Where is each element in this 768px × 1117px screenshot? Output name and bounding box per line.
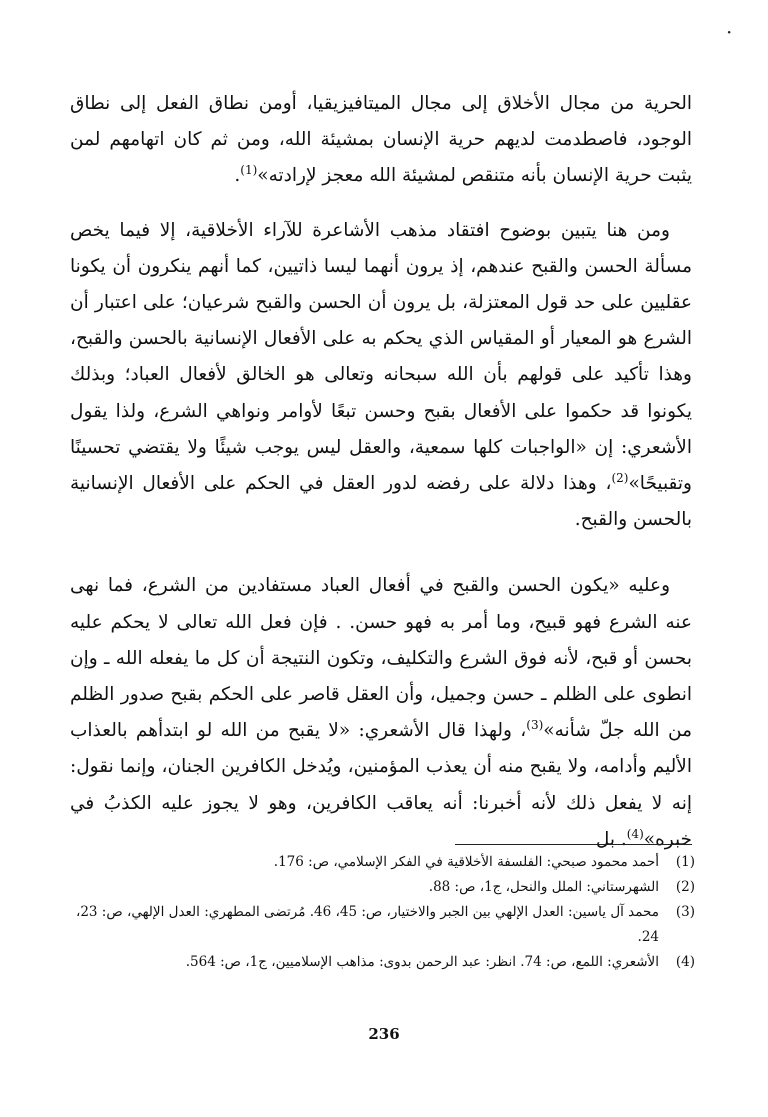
- footnote-4: [70, 950, 695, 975]
- paragraph-tail: ، ولهذا قال الأشعري: «لا يقبح من الله لو ابتدأهم بالعذاب الأليم وأدامه، ولا يقبح منه أن يعذب المؤمنين، ويُدخل الكافرين الجنان، وإنما نقول: إنه لا يفعل ذلك لأنه أخبرنا: أنه يعاقب الكافرين، وهو لا يجوز عليه الكذبُ في خبره»: [70, 720, 692, 850]
- paragraph-tail: ، وهذا دلالة على رفضه لدور العقل في الحكم على الأفعال الإنسانية بالحسن والقبح.: [70, 473, 692, 531]
- paragraph-tail: .: [234, 165, 241, 187]
- footnote-number: (4): [675, 954, 695, 970]
- footnote-text: أحمد محمود صبحي: الفلسفة الأخلاقية في الفكر الإسلامي، ص: 176.: [273, 854, 659, 870]
- paragraph-text: وعليه «يكون الحسن والقبح في أفعال العباد مستفادين من الشرع، فما نهى عنه الشرع فهو قبيح، وما أمر به فهو حسن. . فإن فعل الله تعالى لا يحكم عليه بحسن أو قبح، لأنه فوق الشرع والتكليف، وتكون النتيجة أن كل ما يفعله الله ـ وإن انطوى على الظلم ـ حسن وجميل، وأن العقل قاصر على الحكم بقبح صدور الظلم من الله جلّ شأنه»: [70, 575, 692, 742]
- footnote-3: [70, 900, 695, 950]
- footnote-2: [70, 875, 695, 900]
- paragraph-1: [70, 86, 692, 195]
- footnote-ref-2: (2): [611, 470, 629, 485]
- footnote-ref-1: (1): [240, 163, 258, 178]
- paragraph-3: [70, 568, 692, 858]
- footnote-divider: [455, 844, 692, 845]
- footnote-text: الشهرستاني: الملل والنحل، ج1، ص: 88.: [428, 879, 659, 895]
- page-number: 236: [368, 1025, 400, 1043]
- footnote-ref-4: (4): [626, 826, 644, 841]
- footnotes: [70, 850, 695, 975]
- corner-dot: ·: [726, 20, 733, 44]
- footnote-text: الأشعري: اللمع، ص: 74. انظر: عبد الرحمن بدوى: مذاهب الإسلاميين، ج1، ص: 564.: [185, 954, 659, 970]
- paragraph-text: الحرية من مجال الأخلاق إلى مجال الميتافيزيقيا، أومن نطاق الفعل إلى نطاق الوجود، فاصطدمت لديهم حرية الإنسان بمشيئة الله، ومن ثم كان اتهامهم لمن يثبت حرية الإنسان بأنه متنقص لمشيئة الله معجز لإرادته»: [70, 93, 692, 187]
- footnote-number: (3): [675, 904, 695, 920]
- footnote-ref-3: (3): [526, 718, 544, 733]
- footnote-number: (2): [675, 879, 695, 895]
- footnote-number: (1): [675, 854, 695, 870]
- footnote-1: [70, 850, 695, 875]
- footnote-text: محمد آل ياسين: العدل الإلهي بين الجبر والاختيار، ص: 45، 46. مُرتضى المطهري: العدل الإلهي، ص: 23، 24.: [75, 904, 659, 945]
- main-text: [70, 86, 692, 858]
- paragraph-2: [70, 213, 692, 539]
- paragraph-tail: . بل: [595, 828, 627, 850]
- paragraph-text: ومن هنا يتبين بوضوح افتقاد مذهب الأشاعرة للآراء الأخلاقية، إلا فيما يخص مسألة الحسن والقبح عندهم، إذ يرون أنهما ليسا ذاتيين، كما أنهم ينكرون أن يكونا عقليين على حد قول المعتزلة، بل يرون أن الحسن والقبح شرعيان؛ على اعتبار أن الشرع هو المعيار أو المقياس الذي يحكم به على الأفعال الإنسانية بالحسن والقبح، وهذا تأكيد على قولهم بأن الله سبحانه وتعالى هو الخالق لأفعال العباد؛ وبذلك يكونوا قد حكموا على الأفعال بقبح وحسن تبعًا لأوامر ونواهي الشرع، ولذا يقول الأشعري: إن «الواجبات كلها سمعية، والعقل ليس يوجب شيئًا ولا يقتضي تحسينًا وتقبيحًا»: [70, 219, 692, 495]
